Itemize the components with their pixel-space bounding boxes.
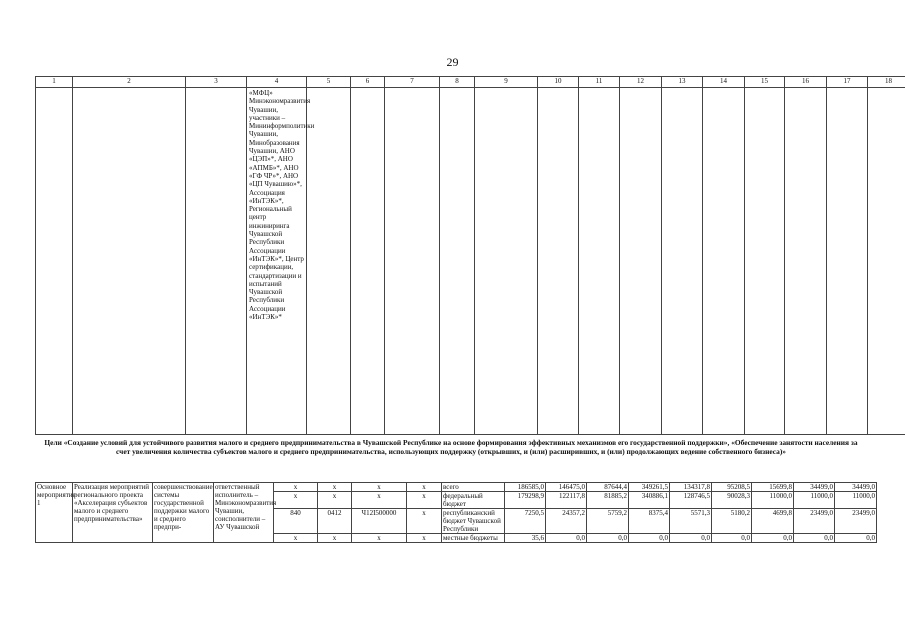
value-cell: 24357,2: [546, 509, 587, 534]
value-cell: 8375,4: [629, 509, 670, 534]
value-cell: 5759,2: [587, 509, 629, 534]
table-cell: x: [274, 492, 318, 509]
value-cell: 34499,0: [794, 483, 835, 492]
value-cell: 35,6: [505, 534, 546, 543]
value-cell: 15699,8: [752, 483, 794, 492]
header-cell: 17: [827, 77, 868, 88]
header-cell: 3: [186, 77, 247, 88]
table-cell: x: [318, 492, 352, 509]
value-cell: 179298,9: [505, 492, 546, 509]
value-cell: 87644,4: [587, 483, 629, 492]
header-cell: 2: [73, 77, 186, 88]
value-cell: 90028,3: [712, 492, 752, 509]
header-cell: 8: [440, 77, 475, 88]
value-cell: 0,0: [752, 534, 794, 543]
value-cell: 0,0: [670, 534, 712, 543]
header-cell: 13: [662, 77, 703, 88]
funding-source-cell: всего: [442, 483, 505, 492]
header-cell: 10: [538, 77, 579, 88]
executors-cell: «МФЦ» Минэкономразвития Чувашии, участники – Мининформполитики Чувашии, Минобразования Чувашии, АНО «ЦЭП»*, АНО «АПМБ»*, АНО «ГФ ЧР»*, АНО «ЦП Чувашию»*, Ассоциация «ИнТЭК»*, Региональный центр инжиниринга Чувашской Республики Ассоциации «ИнТЭК»*, Центр сертификации, стандартизации и испытаний Чувашской Республики Ассоциации «ИнТЭК»*: [247, 88, 307, 435]
value-cell: 186585,0: [505, 483, 546, 492]
header-cell: 1: [36, 77, 73, 88]
table-cell: x: [407, 483, 442, 492]
continuation-table: [35, 76, 905, 435]
value-cell: 5571,3: [670, 509, 712, 534]
value-cell: 128746,5: [670, 492, 712, 509]
goal-heading: Цели «Создание условий для устойчивого развития малого и среднего предпринимательства в Чувашской Республике на основе формирования эффективных механизмов его государственной поддержки», «Обеспечение занятости населения за счет увеличения количества субъектов малого и среднего предпринимательства, использующих поддержку (открывших, и (или) расширивших, и (или) продолжающих ведение собственного бизнеса)»: [44, 438, 858, 457]
table-cell: x: [318, 483, 352, 492]
table-cell: x: [318, 534, 352, 543]
value-cell: 0,0: [587, 534, 629, 543]
value-cell: 122117,8: [546, 492, 587, 509]
header-cell: 7: [385, 77, 440, 88]
value-cell: 134317,8: [670, 483, 712, 492]
header-cell: 15: [745, 77, 785, 88]
table-cell: 0412: [318, 509, 352, 534]
table-cell: x: [274, 534, 318, 543]
table-cell: x: [407, 534, 442, 543]
value-cell: 81885,2: [587, 492, 629, 509]
header-cell: 6: [351, 77, 385, 88]
table-cell: x: [352, 534, 407, 543]
value-cell: 0,0: [835, 534, 877, 543]
header-cell: 16: [785, 77, 827, 88]
table-cell: x: [352, 492, 407, 509]
table-cell: x: [407, 492, 442, 509]
funding-source-cell: федеральный бюджет: [442, 492, 505, 509]
value-cell: 11000,0: [835, 492, 877, 509]
header-cell: 11: [579, 77, 620, 88]
event-executor-cell: ответственный исполнитель – Минэкономразвития Чувашии, соисполнители – АУ Чувашской: [214, 483, 274, 543]
table-row: [36, 483, 877, 492]
value-cell: 0,0: [794, 534, 835, 543]
value-cell: 23499,0: [835, 509, 877, 534]
page-number: 29: [446, 55, 459, 69]
table-cell: x: [274, 483, 318, 492]
value-cell: 340886,1: [629, 492, 670, 509]
value-cell: 146475,0: [546, 483, 587, 492]
event-title-cell: Реализация мероприятий регионального проекта «Акселерация субъектов малого и среднего предпринимательства»: [73, 483, 153, 543]
funding-source-cell: республиканский бюджет Чувашской Республики: [442, 509, 505, 534]
value-cell: 349261,5: [629, 483, 670, 492]
event-table: [35, 482, 877, 543]
value-cell: 5180,2: [712, 509, 752, 534]
value-cell: 34499,0: [835, 483, 877, 492]
header-row: [36, 77, 905, 88]
event-goal-cell: совершенствование системы государственной поддержки малого и среднего предпри-: [153, 483, 214, 543]
funding-source-cell: местные бюджеты: [442, 534, 505, 543]
table-cell: 840: [274, 509, 318, 534]
header-cell: 4: [247, 77, 307, 88]
value-cell: 0,0: [712, 534, 752, 543]
event-number-cell: Основное мероприятие 1: [36, 483, 73, 543]
value-cell: 11000,0: [794, 492, 835, 509]
value-cell: 4699,8: [752, 509, 794, 534]
value-cell: 0,0: [546, 534, 587, 543]
table-cell: x: [407, 509, 442, 534]
value-cell: 11000,0: [752, 492, 794, 509]
header-cell: 9: [475, 77, 538, 88]
table-cell: x: [352, 483, 407, 492]
header-cell: 14: [703, 77, 745, 88]
value-cell: 95208,5: [712, 483, 752, 492]
value-cell: 0,0: [629, 534, 670, 543]
table-row: [36, 88, 905, 435]
table-cell: Ч12I500000: [352, 509, 407, 534]
value-cell: 7250,5: [505, 509, 546, 534]
value-cell: 23499,0: [794, 509, 835, 534]
header-cell: 5: [307, 77, 351, 88]
header-cell: 12: [620, 77, 662, 88]
header-cell: 18: [868, 77, 905, 88]
